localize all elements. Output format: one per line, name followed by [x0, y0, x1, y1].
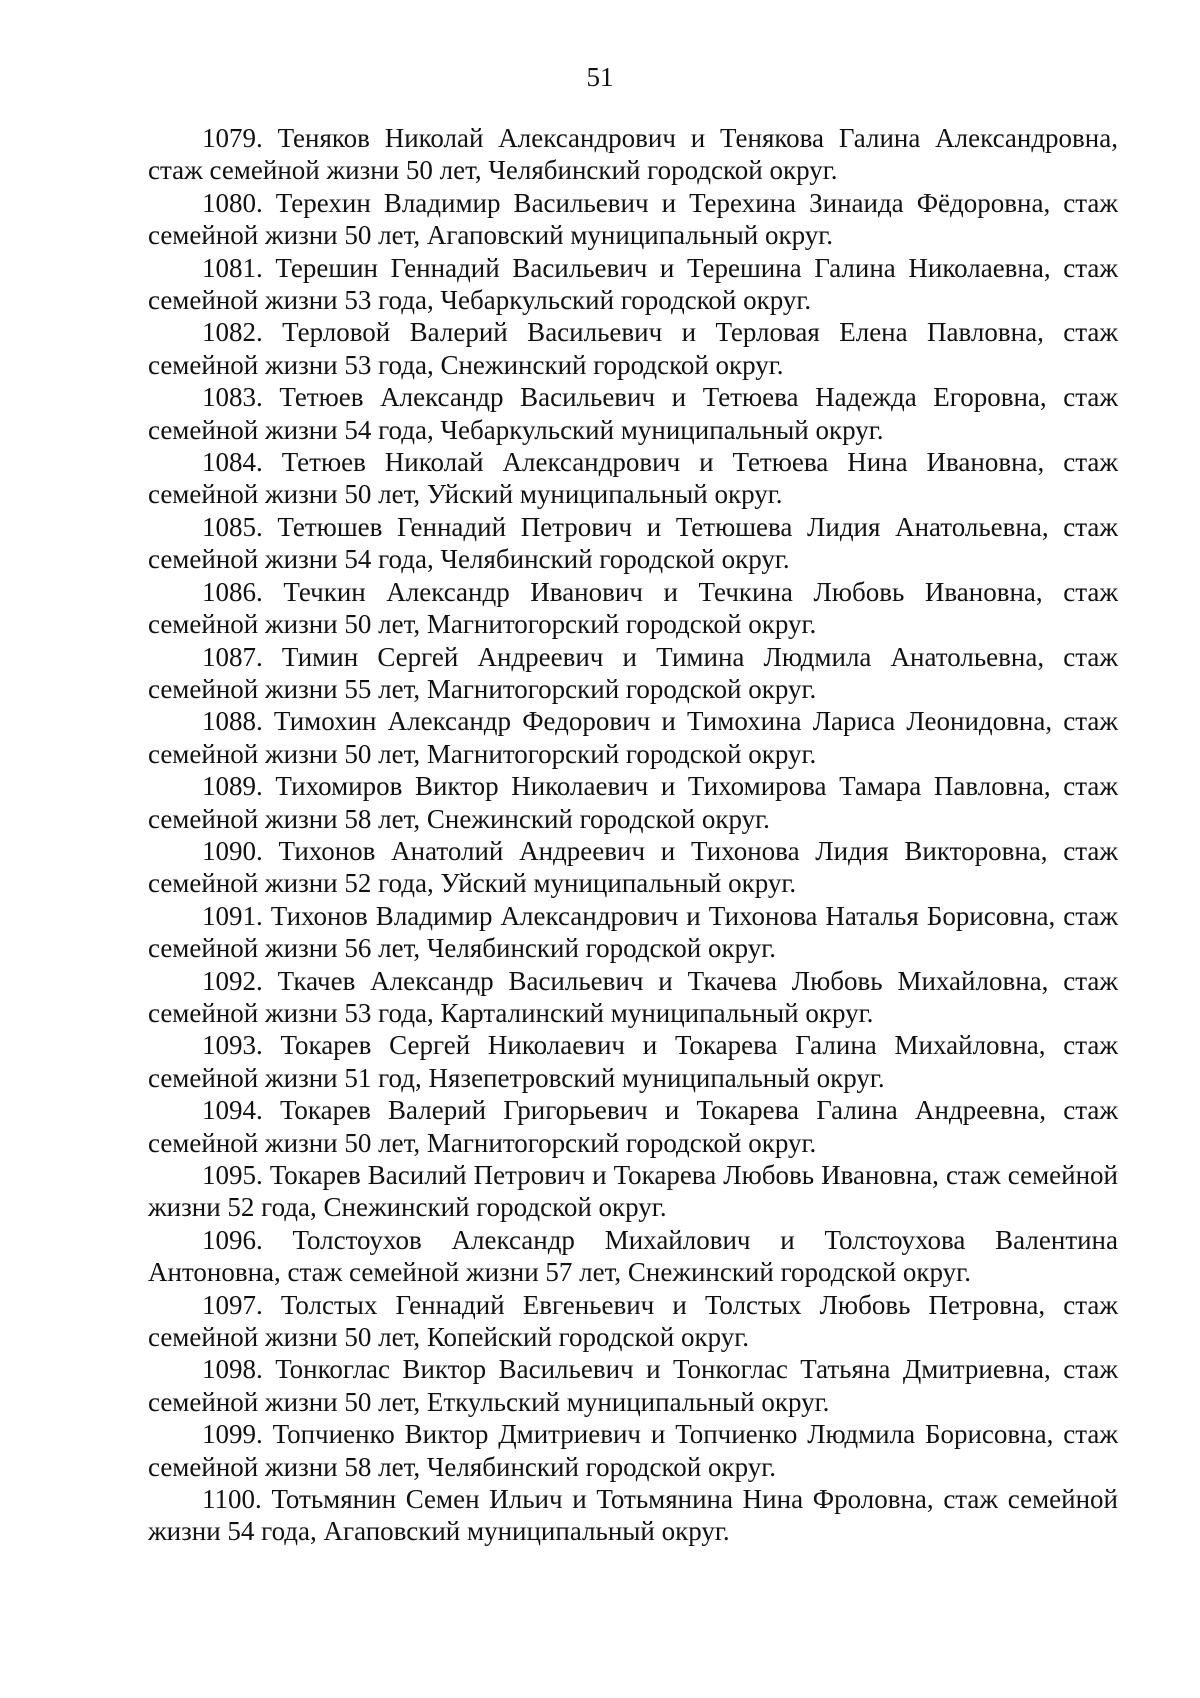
list-entry: 1085. Тетюшев Геннадий Петрович и Тетюшева Лидия Анатольевна, стаж семейной жизни 54 года, Челябинский городской округ. — [148, 511, 1118, 575]
list-entry: 1079. Теняков Николай Александрович и Тенякова Галина Александровна, стаж семейной жизни 50 лет, Челябинский городской округ. — [148, 123, 1118, 186]
list-entry: 1086. Течкин Александр Иванович и Течкина Любовь Ивановна, стаж семейной жизни 50 лет, Магнитогорский городской округ. — [148, 576, 1118, 640]
list-entry: 1083. Тетюев Александр Васильевич и Тетюева Надежда Егоровна, стаж семейной жизни 54 года, Чебаркульский муниципальный округ. — [148, 382, 1118, 445]
list-entry: 1080. Терехин Владимир Васильевич и Терехина Зинаида Фёдоровна, стаж семейной жизни 50 лет, Агаповский муниципальный округ. — [148, 187, 1118, 251]
list-entry: 1082. Терловой Валерий Васильевич и Терловая Елена Павловна, стаж семейной жизни 53 года, Снежинский городской округ. — [148, 317, 1118, 380]
page-number: 51 — [586, 62, 614, 92]
list-entry: 1097. Толстых Геннадий Евгеньевич и Толстых Любовь Петровна, стаж семейной жизни 50 лет, Копейский городской округ. — [148, 1289, 1118, 1353]
list-entry: 1099. Топчиенко Виктор Дмитриевич и Топчиенко Людмила Борисовна, стаж семейной жизни 58 лет, Челябинский городской округ. — [148, 1419, 1118, 1482]
list-entry: 1081. Терешин Геннадий Васильевич и Терешина Галина Николаевна, стаж семейной жизни 53 года, Чебаркульский городской округ. — [148, 252, 1118, 316]
list-entry: 1091. Тихонов Владимир Александрович и Тихонова Наталья Борисовна, стаж семейной жизни 56 лет, Челябинский городской округ. — [148, 900, 1118, 964]
list-entry: 1093. Токарев Сергей Николаевич и Токарева Галина Михайловна, стаж семейной жизни 51 год, Нязепетровский муниципальный округ. — [148, 1030, 1118, 1093]
list-entry: 1092. Ткачев Александр Васильевич и Ткачева Любовь Михайловна, стаж семейной жизни 53 года, Карталинский муниципальный округ. — [148, 965, 1118, 1028]
list-entry: 1090. Тихонов Анатолий Андреевич и Тихонова Лидия Викторовна, стаж семейной жизни 52 года, Уйский муниципальный округ. — [148, 835, 1118, 899]
list-entry: 1087. Тимин Сергей Андреевич и Тимина Людмила Анатольевна, стаж семейной жизни 55 лет, Магнитогорский городской округ. — [148, 641, 1118, 704]
list-entry: 1094. Токарев Валерий Григорьевич и Токарева Галина Андреевна, стаж семейной жизни 50 лет, Магнитогорский городской округ. — [148, 1095, 1118, 1158]
list-entry: 1100. Тотьмянин Семен Ильич и Тотьмянина Нина Фроловна, стаж семейной жизни 54 года, Агаповский муниципальный округ. — [148, 1484, 1118, 1547]
list-entry: 1084. Тетюев Николай Александрович и Тетюева Нина Ивановна, стаж семейной жизни 50 лет, Уйский муниципальный округ. — [148, 447, 1118, 510]
entry-list — [148, 122, 1118, 1548]
list-entry: 1088. Тимохин Александр Федорович и Тимохина Лариса Леонидовна, стаж семейной жизни 50 лет, Магнитогорский городской округ. — [148, 706, 1118, 769]
list-entry: 1095. Токарев Василий Петрович и Токарева Любовь Ивановна, стаж семейной жизни 52 года, Снежинский городской округ. — [148, 1160, 1118, 1223]
list-entry: 1096. Толстоухов Александр Михайлович и Толстоухова Валентина Антоновна, стаж семейной жизни 57 лет, Снежинский городской округ. — [148, 1224, 1118, 1288]
list-entry: 1098. Тонкоглас Виктор Васильевич и Тонкоглас Татьяна Дмитриевна, стаж семейной жизни 50 лет, Еткульский муниципальный округ. — [148, 1354, 1118, 1417]
list-entry: 1089. Тихомиров Виктор Николаевич и Тихомирова Тамара Павловна, стаж семейной жизни 58 лет, Снежинский городской округ. — [148, 771, 1118, 834]
